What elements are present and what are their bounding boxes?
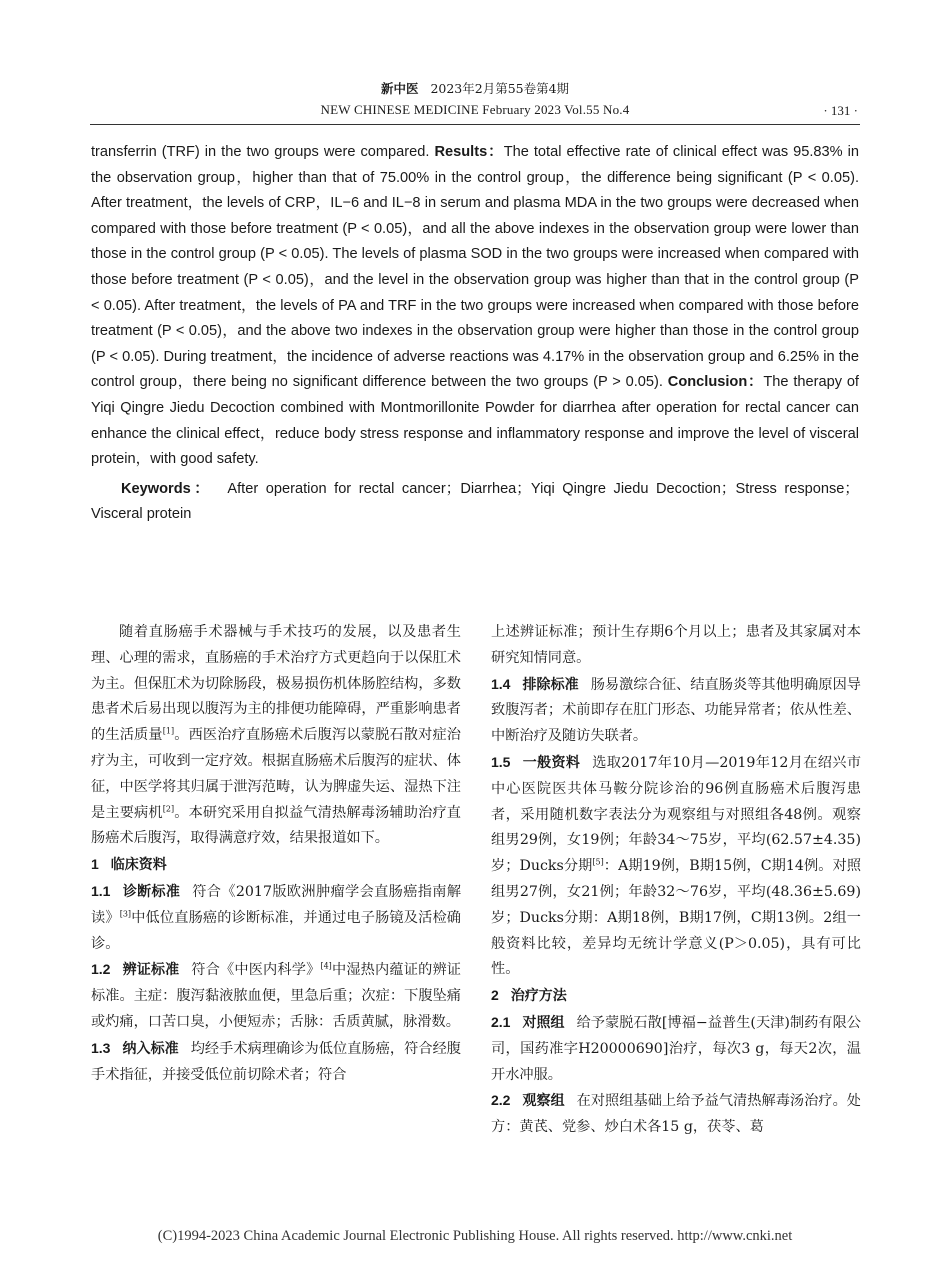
section-2-heading [491, 983, 861, 1010]
subsection-text: 给予蒙脱石散[博福−益普生(天津)制药有限公司，国药准字H20000690]治疗，每次3 g，每天2次，温开水冲服。 [491, 1014, 861, 1083]
ref-1: [1] [162, 726, 175, 736]
subsection-1-1 [91, 879, 461, 957]
keywords-text: After operation for rectal cancer；Diarrhea；Yiqi Qingre Jiedu Decoction；Stress response；Visceral protein [91, 480, 860, 523]
header-rule [90, 124, 860, 125]
subsection-1-5 [491, 750, 861, 983]
section-title: 治疗方法 [510, 988, 567, 1005]
subsection-number: 1.1 [91, 882, 111, 899]
subsection-text-a: 符合《中医内科学》 [191, 962, 321, 979]
conclusion-text: The therapy of Yiqi Qingre Jiedu Decoction combined with Montmorillonite Powder for diarrhea after operation for rectal cancer can enhance the clinical effect，reduce body stress response and inflammatory response and improve the level of visceral protein，with good safety. [91, 374, 859, 468]
section-number: 1 [91, 856, 99, 873]
ref-3: [3] [119, 909, 132, 919]
english-abstract [91, 140, 859, 528]
subsection-title: 观察组 [522, 1093, 565, 1110]
intro-text-b: 。西医治疗直肠癌术后腹泻以蒙脱石散对症治疗为主，可收到一定疗效。根据直肠癌术后腹泻的症状、体征，中医学将其归属于泄泻范畴，认为脾虚失运、湿热下注是主要病机 [91, 727, 461, 821]
subsection-number: 1.3 [91, 1039, 111, 1056]
subsection-text: 在对照组基础上给予益气清热解毒汤治疗。处方：黄芪、党参、炒白术各15 g，茯苓、葛 [491, 1093, 861, 1136]
subsection-text-b: 中湿热内蕴证的辨证标准。主症：腹泻黏液脓血便，里急后重；次症：下腹坠痛或灼痛，口苦口臭，小便短赤；舌脉：舌质黄腻，脉滑数。 [91, 962, 461, 1030]
intro-paragraph [91, 620, 461, 852]
right-column [491, 620, 861, 1141]
abstract-methods-tail: transferrin (TRF) in the two groups were compared. [91, 144, 435, 160]
subsection-1-3 [91, 1036, 461, 1089]
continued-paragraph: 上述辨证标准；预计生存期6个月以上；患者及其家属对本研究知情同意。 [491, 624, 861, 666]
subsection-1-2 [91, 957, 461, 1035]
subsection-number: 1.4 [491, 675, 511, 692]
subsection-text-b: 中低位直肠癌的诊断标准，并通过电子肠镜及活检确诊。 [91, 909, 461, 952]
subsection-number: 2.1 [491, 1013, 511, 1030]
subsection-text-a: 符合《2017版欧洲肿瘤学会直肠癌指南解读》 [91, 883, 462, 926]
subsection-2-2 [491, 1088, 861, 1141]
section-1-heading [91, 852, 461, 879]
issue-info-cn: 2023年2月第55卷第4期 [430, 81, 570, 96]
results-label: Results： [434, 144, 504, 160]
subsection-number: 1.5 [491, 753, 511, 770]
subsection-title: 辨证标准 [122, 962, 180, 979]
ref-5: [5] [592, 857, 604, 867]
abstract-body [91, 140, 859, 473]
page-number: · 131 · [823, 103, 858, 118]
intro-text-a: 随着直肠癌手术器械与手术技巧的发展，以及患者生理、心理的需求，直肠癌的手术治疗方式更趋向于以保肛术为主。但保肛术为切除肠段，极易损伤机体肠腔结构，多数患者术后易出现以腹泻为主的排便功能障碍，严重影响患者的生活质量 [91, 624, 461, 744]
subsection-number: 1.2 [91, 961, 111, 978]
intro-text-c: 。本研究采用自拟益气清热解毒汤辅助治疗直肠癌术后腹泻，取得满意疗效，结果报道如下。 [91, 804, 461, 847]
subsection-text-b: ：A期19例，B期15例，C期14例。对照组男27例，女21例；年龄32～76岁，平均(48.36±5.69)岁；Ducks分期：A期18例，B期17例，C期13例。2组一般资料比较，差异均无统计学意义(P＞0.05)，具有可比性。 [491, 858, 862, 978]
subsection-text: 均经手术病理确诊为低位直肠癌，符合经腹手术指征，并接受低位前切除术者；符合 [91, 1040, 461, 1083]
section-number: 2 [491, 987, 499, 1004]
subsection-2-1 [491, 1010, 861, 1088]
subsection-title: 排除标准 [522, 676, 579, 693]
keywords-label: Keywords： [121, 480, 213, 497]
running-header-en: NEW CHINESE MEDICINE February 2023 Vol.55 No.4 [320, 102, 630, 117]
section-title: 临床资料 [110, 857, 167, 874]
subsection-title: 诊断标准 [122, 883, 181, 900]
subsection-text: 肠易激综合征、结直肠炎等其他明确原因导致腹泻者；术前即存在肛门形态、功能异常者；依从性差、中断治疗及随访失联者。 [491, 676, 861, 745]
ref-2: [2] [162, 803, 175, 813]
subsection-title: 纳入标准 [122, 1040, 179, 1057]
subsection-number: 2.2 [491, 1092, 511, 1109]
subsection-text-a: 选取2017年10月—2019年12月在绍兴市中心医院医共体马鞍分院诊治的96例直肠癌术后腹泻患者，采用随机数字表法分为观察组与对照组各48例。观察组男29例，女19例；年龄34～75岁，平均(62.57±4.35)岁；Ducks分期 [491, 754, 862, 875]
subsection-title: 一般资料 [522, 754, 581, 771]
running-header-cn [0, 79, 950, 97]
copyright-footer: (C)1994-2023 China Academic Journal Electronic Publishing House. All rights reserved. http://www.cnki.net [157, 1228, 793, 1244]
conclusion-label: Conclusion： [667, 374, 764, 391]
ref-4: [4] [320, 961, 332, 971]
results-text: The total effective rate of clinical effect was 95.83% in the observation group，higher than that of 75.00% in the control group，the difference being significant (P < 0.05). After treatment，the levels of CRP，IL−6 and IL−8 in serum and plasma MDA in the two groups were decreased when compared with those before treatment (P < 0.05)，and all the above indexes in the observation group were lower than those in the control group (P < 0.05). The levels of plasma SOD in the two groups were increased when compared with those before treatment (P < 0.05)，and the level in the observation group was higher than that in the control group (P < 0.05). After treatment，the levels of PA and TRF in the two groups were increased when compared with those before treatment (P < 0.05)，and the above two indexes in the observation group were higher than those in the control group (P < 0.05). During treatment，the incidence of adverse reactions was 4.17% in the observation group and 6.25% in the control group，there being no significant difference between the two groups (P > 0.05). [91, 144, 859, 391]
journal-name-cn: 新中医 [380, 81, 419, 96]
left-column [91, 620, 461, 1088]
subsection-title: 对照组 [522, 1014, 565, 1031]
keywords [91, 477, 859, 528]
subsection-1-4 [491, 672, 861, 750]
